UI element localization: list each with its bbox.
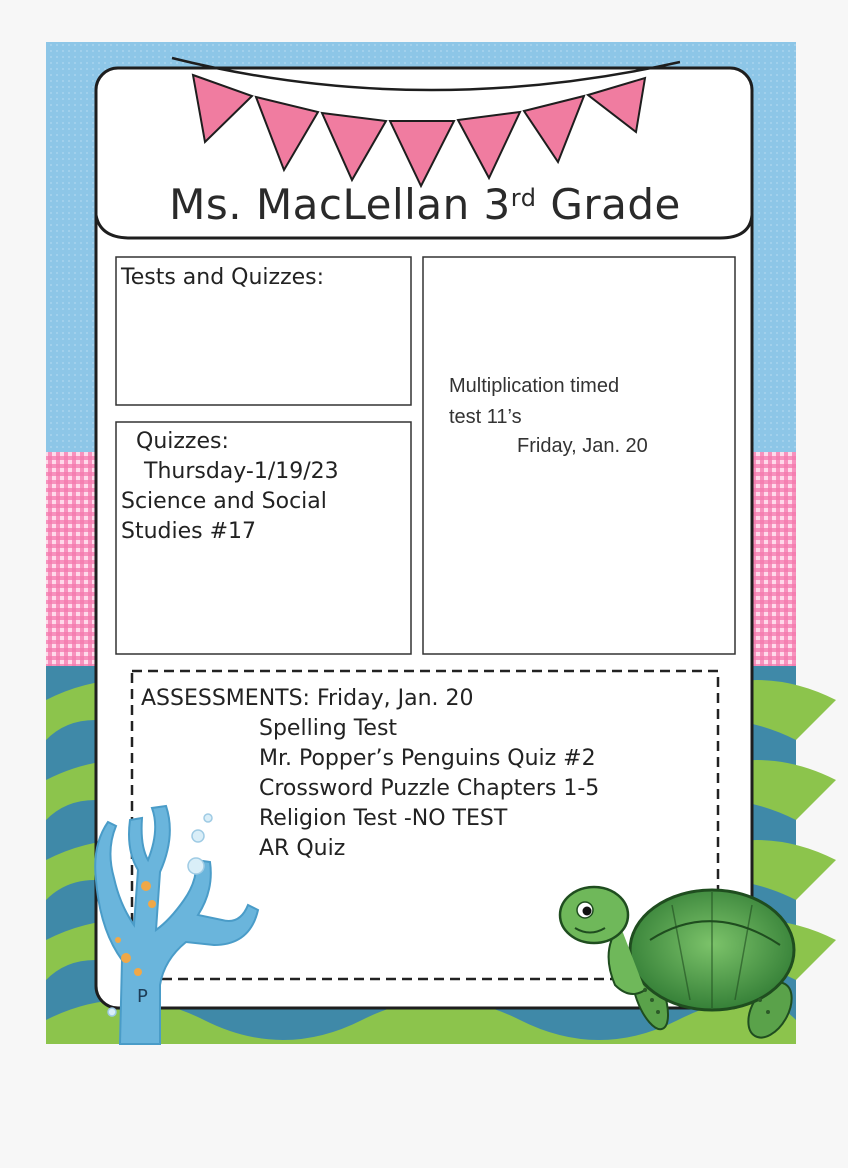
- assessment-item: AR Quiz: [259, 836, 346, 861]
- assessment-item: Spelling Test: [259, 716, 398, 741]
- tests-heading: Tests and Quizzes:: [121, 265, 325, 290]
- assessment-item: Religion Test -NO TEST: [259, 806, 508, 831]
- quizzes-line-3: Studies #17: [121, 519, 257, 544]
- quizzes-heading: Quizzes:: [136, 429, 229, 454]
- title-superscript: rd: [510, 184, 537, 212]
- assessments-heading: ASSESSMENTS: Friday, Jan. 20: [141, 686, 474, 711]
- page-title: [100, 180, 750, 229]
- coral-letter: P: [137, 986, 148, 1007]
- title-prefix: Ms. MacLellan 3: [169, 180, 511, 229]
- right-line-3: Friday, Jan. 20: [517, 435, 648, 457]
- title-suffix: Grade: [536, 180, 681, 229]
- assessment-item: Crossword Puzzle Chapters 1-5: [259, 776, 600, 801]
- assessment-item: Mr. Popper’s Penguins Quiz #2: [259, 746, 596, 771]
- right-line-2: test 11’s: [449, 406, 522, 428]
- right-line-1: Multiplication timed: [449, 375, 620, 397]
- quizzes-line-2: Science and Social: [121, 489, 327, 514]
- quizzes-line-1: Thursday-1/19/23: [144, 459, 339, 484]
